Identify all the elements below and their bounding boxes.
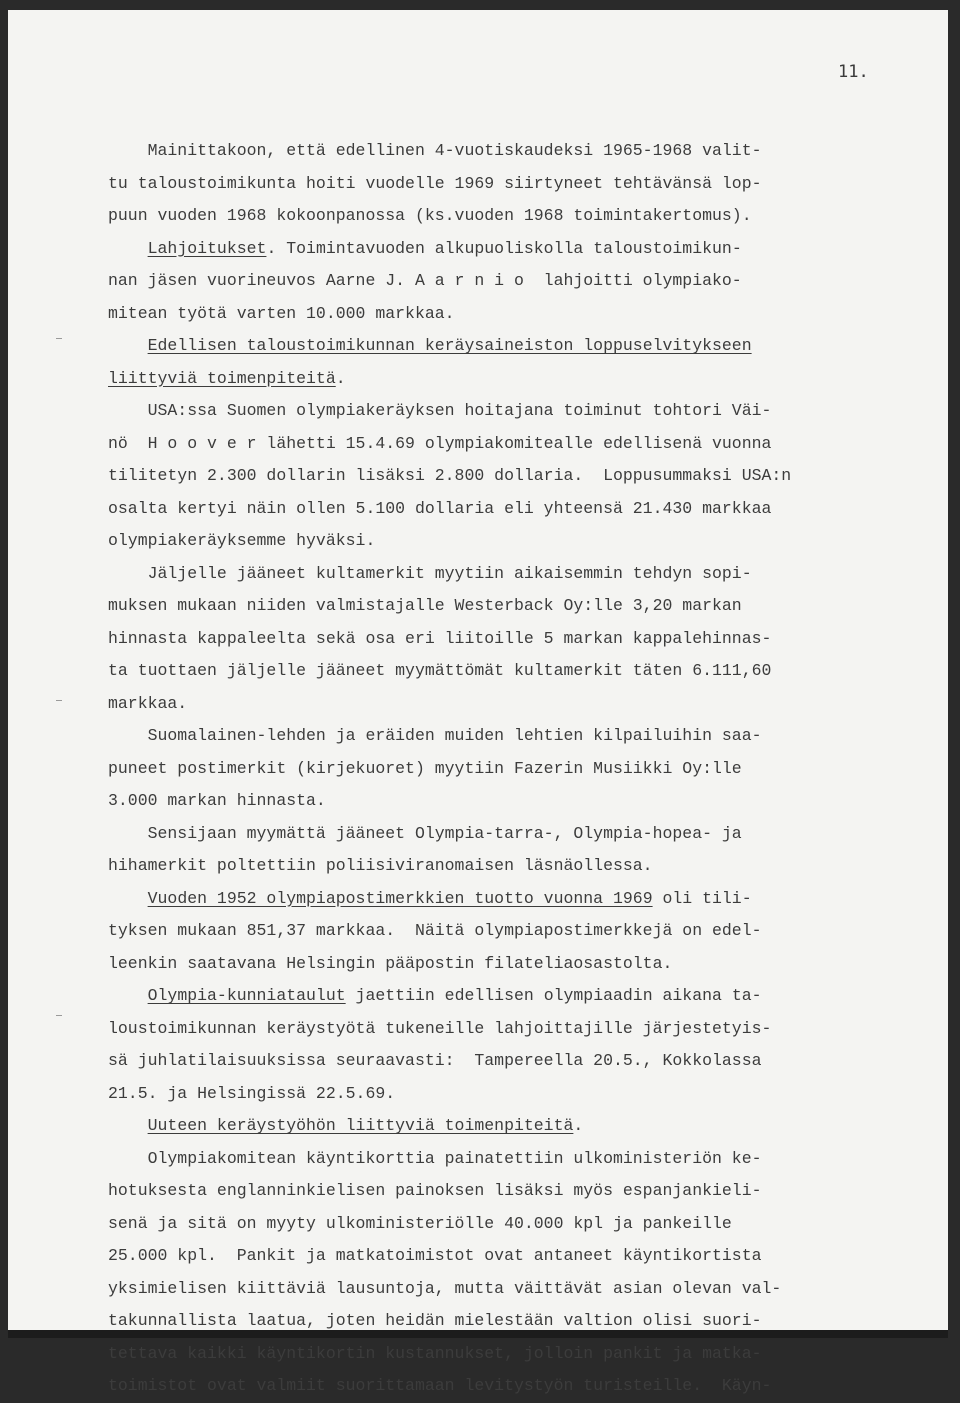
line-text: puun vuoden 1968 kokoonpanossa (ks.vuoden 1968 toimintakertomus). [108,206,752,225]
text-line [108,720,908,753]
text-line [108,1045,908,1078]
line-text: hotuksesta englanninkielisen painoksen lisäksi myös espanjankieli- [108,1181,762,1200]
line-text: markkaa. [108,693,188,713]
line-text [108,889,148,908]
line-text: nan jäsen vuorineuvos Aarne J. A a r n i o lahjoitti olympiako- [108,271,742,290]
text-line [108,688,908,721]
text-line [108,298,908,331]
text-line [108,785,908,818]
line-text: olympiakeräyksemme hyväksi. [108,531,376,550]
line-text: mitean työtä varten 10.000 markkaa. [108,303,455,323]
line-text-continued: . [573,1116,584,1135]
text-line [108,168,908,201]
line-text: takunnallista laatua, joten heidän mielestään valtion olisi suori- [108,1311,762,1330]
line-text: toimistot ovat valmiit suorittamaan levitystyön turisteille. Käyn- [108,1376,772,1395]
line-text: loustoimikunnan keräystyötä tukeneille lahjoittajille järjestetyis- [108,1018,772,1038]
underlined-heading: Uuteen keräystyöhön liittyviä toimenpiteitä [147,1116,574,1135]
underlined-heading: Vuoden 1952 olympiapostimerkkien tuotto vuonna 1969 [147,888,653,908]
text-line [108,363,908,396]
line-text: yksimielisen kiittäviä lausuntoja, mutta väittävät asian olevan val- [108,1278,782,1298]
text-line [108,558,908,591]
text-line [108,915,908,948]
line-text-continued: . Toimintavuoden alkupuoliskolla taloustoimikun- [266,238,742,258]
line-text-continued: oli tili- [652,888,752,908]
line-text: 25.000 kpl. Pankit ja matkatoimistot ovat antaneet käyntikortista [108,1246,762,1265]
margin-mark [56,1015,62,1016]
text-line [108,493,908,526]
line-text: nö H o o v e r lähetti 15.4.69 olympiakomitealle edellisenä vuonna [108,433,772,453]
line-text [108,239,148,258]
line-text: puneet postimerkit (kirjekuoret) myytiin Fazerin Musiikki Oy:lle [108,758,742,778]
line-text: tilitetyn 2.300 dollarin lisäksi 2.800 dollaria. Loppusummaksi USA:n [108,466,792,485]
margin-mark [56,338,62,339]
text-line [108,525,908,558]
line-text: 21.5. ja Helsingissä 22.5.69. [108,1083,396,1103]
text-line [108,233,908,266]
text-line [108,1240,908,1273]
line-text-continued: . [335,368,346,388]
line-text [108,986,148,1005]
text-line [108,1143,908,1176]
underlined-heading: Edellisen taloustoimikunnan keräysaineiston loppuselvitykseen [147,336,752,355]
text-line [108,200,908,233]
text-line [108,948,908,981]
text-line [108,395,908,428]
text-line [108,980,908,1013]
line-text: muksen mukaan niiden valmistajalle Westerback Oy:lle 3,20 markan [108,596,742,615]
text-line [108,1273,908,1306]
text-line [108,460,908,493]
line-text: leenkin saatavana Helsingin pääpostin filateliaosastolta. [108,953,673,973]
text-line [108,1338,908,1371]
document-page [8,10,948,1395]
line-text: hinnasta kappaleelta sekä osa eri liitoille 5 markan kappalehinnas- [108,628,772,648]
line-text: hihamerkit poltettiin poliisiviranomaisen läsnäollessa. [108,856,653,875]
line-text: tettava kaikki käyntikortin kustannukset, jolloin pankit ja matka- [108,1343,762,1363]
line-text: senä ja sitä on myyty ulkoministeriölle 40.000 kpl ja pankeille [108,1213,732,1233]
text-line [108,1110,908,1143]
line-text [108,336,148,355]
text-line [108,265,908,298]
line-text [108,1116,148,1135]
line-text: Suomalainen-lehden ja eräiden muiden lehtien kilpailuihin saa- [108,726,762,745]
line-text: tyksen mukaan 851,37 markkaa. Näitä olympiapostimerkkejä on edel- [108,921,762,940]
text-line [108,623,908,656]
text-line [108,428,908,461]
text-line [108,1013,908,1046]
line-text: tu taloustoimikunta hoiti vuodelle 1969 siirtyneet tehtävänsä lop- [108,173,762,193]
line-text: 3.000 markan hinnasta. [108,791,326,810]
line-text: osalta kertyi näin ollen 5.100 dollaria eli yhteensä 21.430 markkaa [108,498,772,518]
line-text: sä juhlatilaisuuksissa seuraavasti: Tampereella 20.5., Kokkolassa [108,1051,762,1070]
page-number: 11. [838,62,869,82]
line-text: ta tuottaen jäljelle jääneet myymättömät kultamerkit täten 6.111,60 [108,661,772,680]
underlined-heading: liittyviä toimenpiteitä [108,368,336,388]
line-text: Olympiakomitean käyntikorttia painatettiin ulkoministeriön ke- [108,1148,762,1168]
text-line [108,818,908,851]
text-line [108,1078,908,1111]
line-text: Sensijaan myymättä jääneet Olympia-tarra-, Olympia-hopea- ja [108,823,742,843]
line-text: Mainittakoon, että edellinen 4-vuotiskaudeksi 1965-1968 valit- [108,141,762,160]
text-line [108,330,908,363]
underlined-heading: Olympia-kunniataulut [147,986,346,1005]
line-text: USA:ssa Suomen olympiakeräyksen hoitajana toiminut tohtori Väi- [108,401,772,420]
text-line [108,1370,908,1403]
text-line [108,1208,908,1241]
underlined-heading: Lahjoitukset [147,238,267,258]
text-line [108,655,908,688]
text-line [108,850,908,883]
text-line [108,753,908,786]
text-line [108,590,908,623]
text-line [108,1305,908,1338]
line-text: Jäljelle jääneet kultamerkit myytiin aikaisemmin tehdyn sopi- [108,563,752,583]
text-line [108,883,908,916]
text-line [108,135,908,168]
line-text-continued: jaettiin edellisen olympiaadin aikana ta- [345,986,762,1005]
typewritten-body [108,135,908,1403]
text-line [108,1175,908,1208]
margin-mark [56,700,62,701]
